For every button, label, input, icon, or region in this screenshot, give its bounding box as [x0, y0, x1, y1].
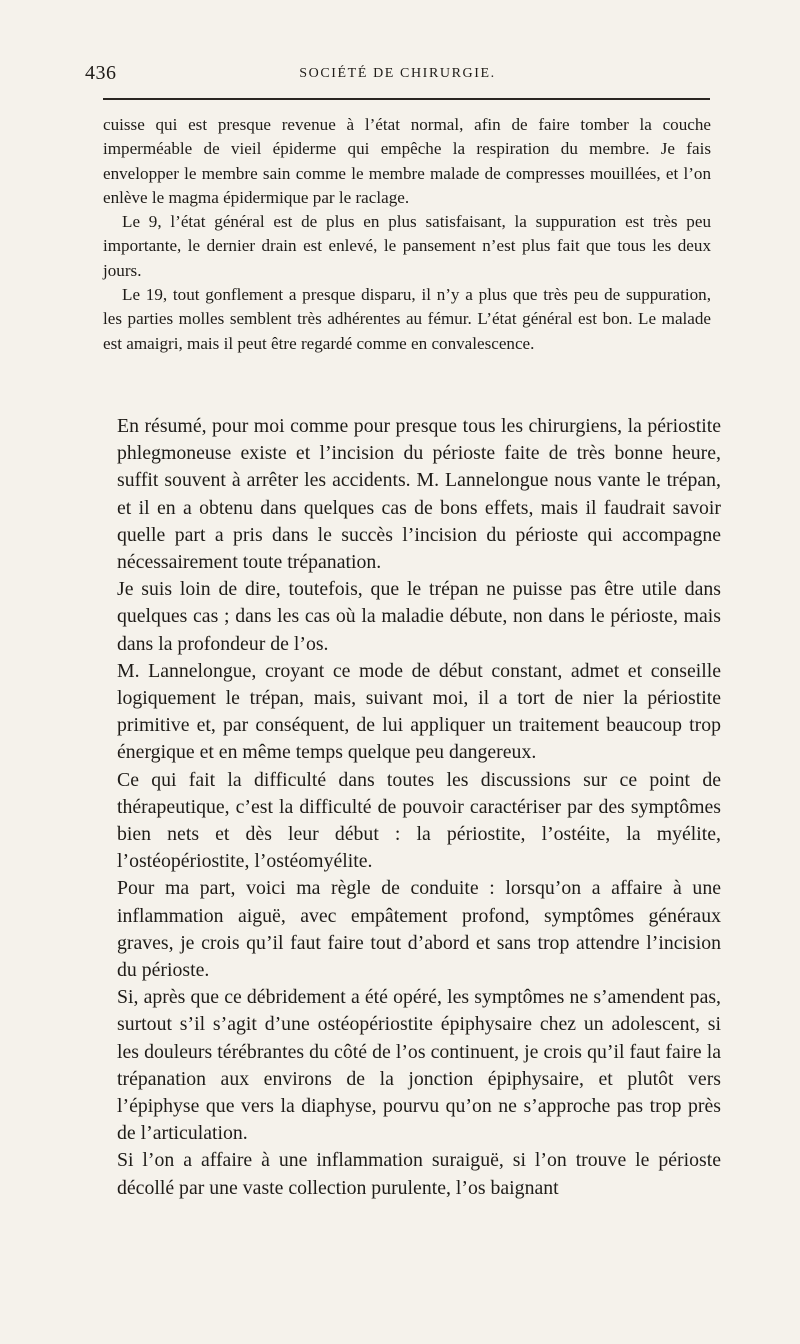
page-number: 436 [85, 62, 117, 84]
discussion-paragraph: M. Lannelongue, croyant ce mode de début constant, admet et conseille logiquement le trépan, mais, suivant moi, il a tort de nier la périostite primitive et, par conséquent, de lui appliquer un traitement beaucoup trop énergique et en même temps quelque peu dangereux. [117, 659, 721, 764]
running-head [85, 62, 710, 90]
case-notes-block [103, 113, 711, 356]
discussion-paragraph: Pour ma part, voici ma règle de conduite : lorsqu’on a affaire à une inflammation aiguë, avec empâtement profond, symptômes généraux graves, je crois qu’il faut faire tout d’abord et sans trop attendre l’incision du périoste. [117, 877, 721, 982]
discussion-paragraph: Si, après que ce débridement a été opéré, les symptômes ne s’amendent pas, surtout s’il s’agit d’une ostéopériostite épiphysaire chez un adolescent, si les douleurs térébrantes du côté de l’os continuent, je crois qu’il faut faire la trépanation aux environs de la jonction épiphysaire, et plutôt vers l’épiphyse que vers la diaphyse, pourvu qu’on ne s’approche pas trop près de l’articulation. [117, 986, 721, 1145]
discussion-block [117, 413, 721, 1202]
discussion-paragraph: Je suis loin de dire, toutefois, que le trépan ne puisse pas être utile dans quelques cas ; dans les cas où la maladie débute, non dans le périoste, mais dans la profondeur de l’os. [117, 578, 721, 655]
discussion-paragraph: Si l’on a affaire à une inflammation suraiguë, si l’on trouve le périoste décollé par une vaste collection purulente, l’os baignant [117, 1149, 721, 1199]
case-note-paragraph: Le 19, tout gonflement a presque disparu, il n’y a plus que très peu de suppuration, les parties molles semblent très adhérentes au fémur. L’état général est bon. Le malade est amaigri, mais il peut être regardé comme en convalescence. [103, 285, 711, 353]
journal-title: SOCIÉTÉ DE CHIRURGIE. [299, 66, 496, 81]
discussion-paragraph: En résumé, pour moi comme pour presque tous les chirurgiens, la périostite phlegmoneuse existe et l’incision du périoste faite de très bonne heure, suffit souvent à arrêter les accidents. M. Lannelongue nous vante le trépan, et il en a obtenu dans quelques cas de bons effets, mais il faudrait savoir quelle part a pris dans le succès l’incision du périoste qui accompagne nécessairement toute trépanation. [117, 415, 721, 574]
case-note-paragraph: Le 9, l’état général est de plus en plus satisfaisant, la suppuration est très peu importante, le dernier drain est enlevé, le pansement n’est plus fait que tous les deux jours. [103, 212, 711, 280]
discussion-paragraph: Ce qui fait la difficulté dans toutes les discussions sur ce point de thérapeutique, c’est la difficulté de pouvoir caractériser par des symptômes bien nets et dès leur début : la périostite, l’ostéite, la myélite, l’ostéopériostite, l’ostéomyélite. [117, 768, 721, 873]
header-rule [103, 98, 710, 100]
case-note-paragraph: cuisse qui est presque revenue à l’état normal, afin de faire tomber la couche imperméable de vieil épiderme qui empêche la respiration du membre. Je fais envelopper le membre sain comme le membre malade de compresses mouillées, et l’on enlève le magma épidermique par le raclage. [103, 115, 711, 207]
